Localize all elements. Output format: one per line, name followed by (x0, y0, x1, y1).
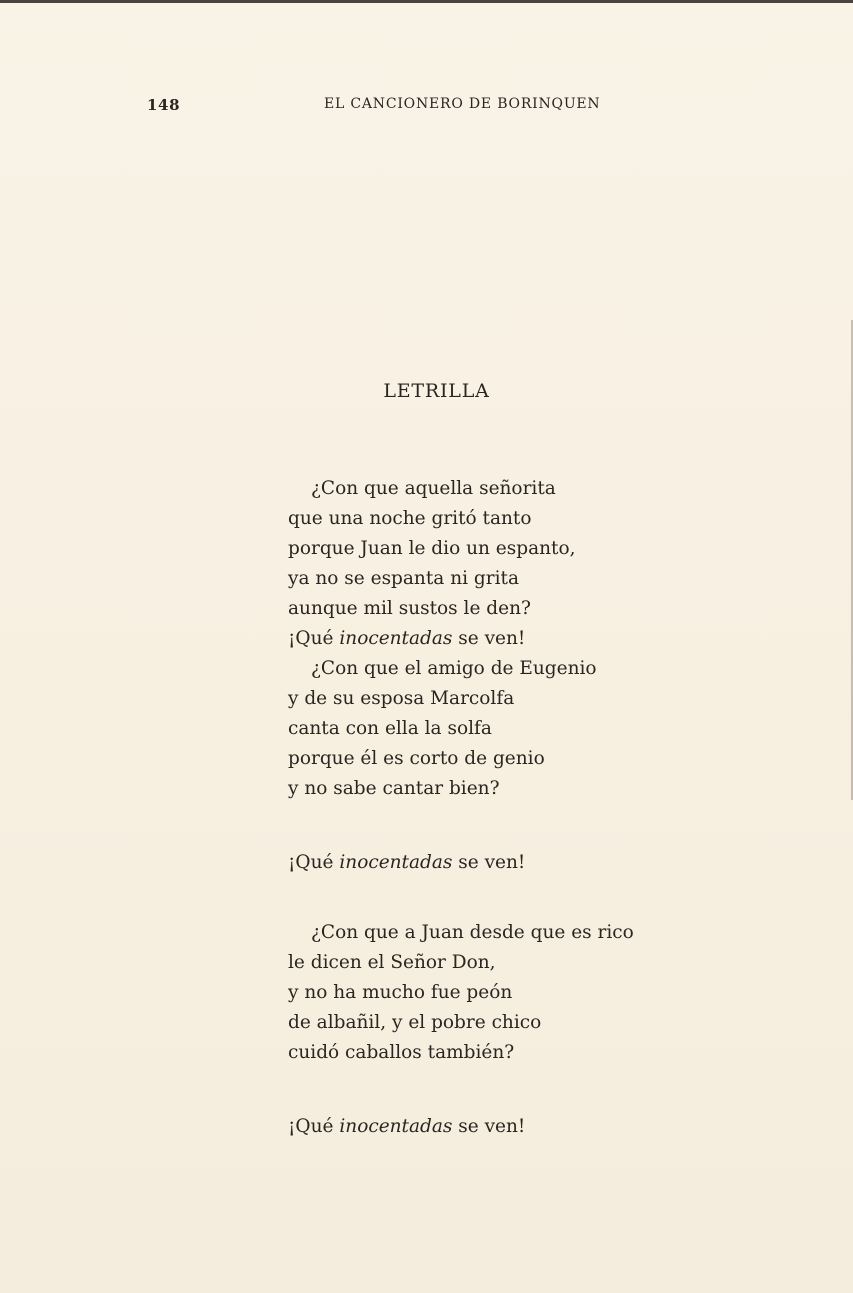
poem-line: porque Juan le dio un espanto, (288, 538, 576, 559)
refrain-italic: inocentadas (339, 852, 453, 873)
poem-line: porque él es corto de genio (288, 748, 545, 769)
poem-body (288, 474, 748, 1142)
poem-line: que una noche gritó tanto (288, 508, 532, 529)
refrain-line (288, 1112, 748, 1142)
poem-line: cuidó caballos también? (288, 1042, 515, 1063)
refrain-post: se ven! (452, 1116, 526, 1137)
poem-line: canta con ella la solfa (288, 718, 492, 739)
poem-line: y no sabe cantar bien? (288, 778, 500, 799)
poem-line: ¿Con que el amigo de Eugenio (311, 658, 597, 679)
poem-line: ¿Con que a Juan desde que es rico (311, 922, 634, 943)
poem-line: y no ha mucho fue peón (288, 982, 513, 1003)
running-title: EL CANCIONERO DE BORINQUEN (324, 96, 601, 112)
refrain-pre: ¡Qué (288, 1116, 340, 1137)
poem-line: aunque mil sustos le den? (288, 598, 531, 619)
refrain-pre: ¡Qué (288, 628, 340, 649)
refrain-italic: inocentadas (339, 628, 453, 649)
poem-title: LETRILLA (383, 380, 490, 402)
poem-line: de albañil, y el pobre chico (288, 1012, 542, 1033)
refrain-italic: inocentadas (339, 1116, 453, 1137)
page-number: 148 (147, 96, 181, 114)
poem-line: ya no se espanta ni grita (288, 568, 519, 589)
page-header (0, 96, 853, 120)
refrain-post: se ven! (452, 628, 526, 649)
refrain-line (288, 848, 748, 878)
refrain-line (288, 624, 748, 654)
page-top-edge (0, 0, 853, 3)
poem-line: ¿Con que aquella señorita (311, 478, 556, 499)
refrain-pre: ¡Qué (288, 852, 340, 873)
poem-line: le dicen el Señor Don, (288, 952, 496, 973)
refrain-post: se ven! (452, 852, 526, 873)
poem-line: y de su esposa Marcolfa (288, 688, 515, 709)
